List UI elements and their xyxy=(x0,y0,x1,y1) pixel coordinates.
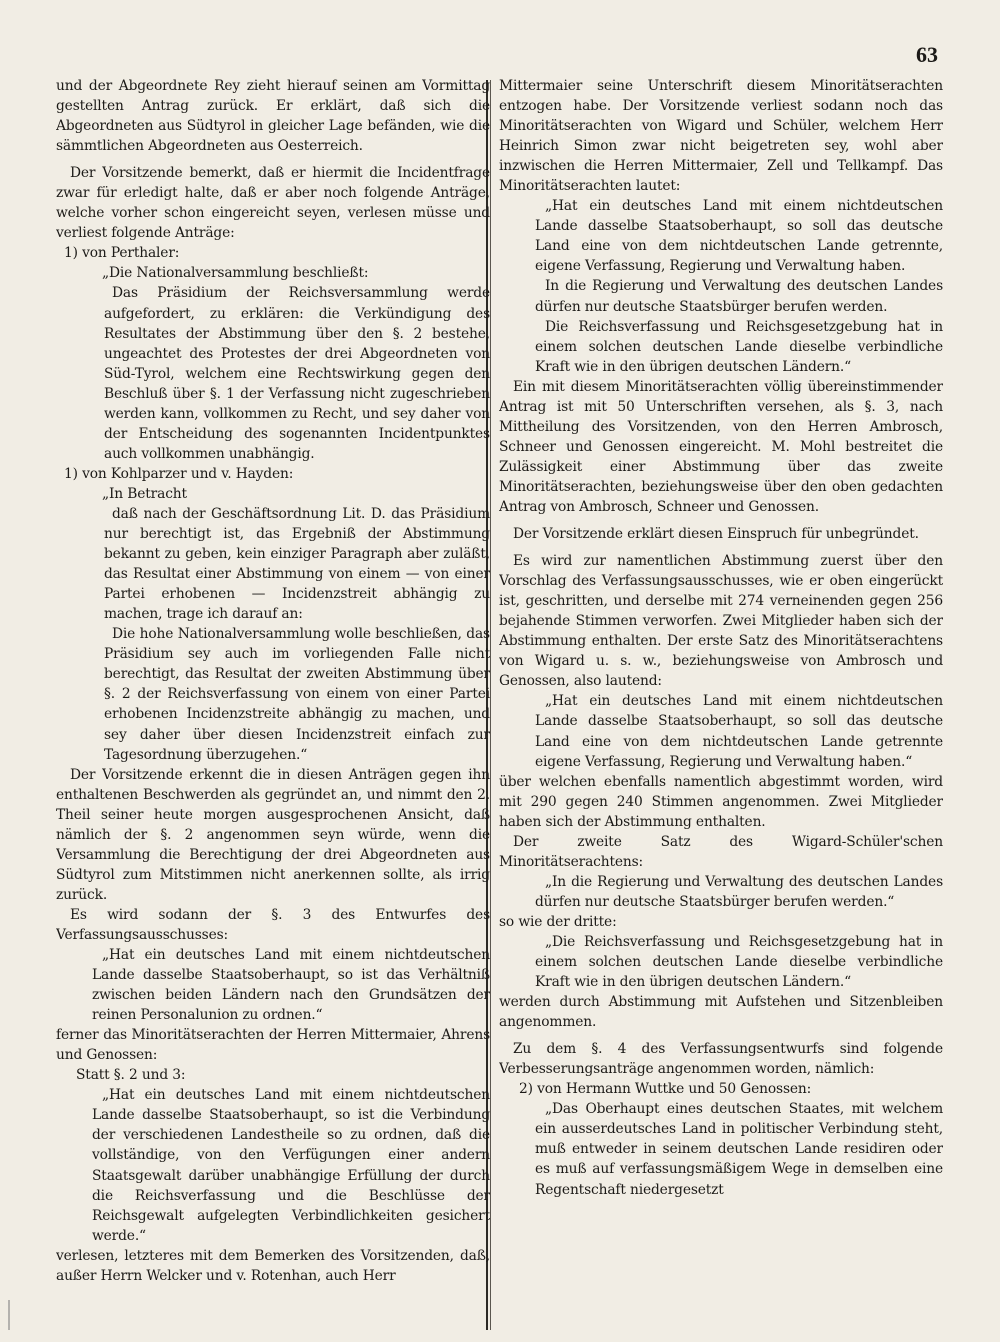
paragraph: Der Vorsitzende bemerkt, daß er hiermit die Incidentfrage zwar für erledigt halte, daß er aber noch folgende Anträge, welche vorher schon eingereicht seyen, verlesen müsse und verliest folgende Anträge: xyxy=(56,165,490,242)
paragraph: über welchen ebenfalls namentlich abgestimmt worden, wird mit 290 gegen 240 Stimmen angenommen. Zwei Mitglieder haben sich der Abstimmung enthalten. xyxy=(499,773,943,830)
paragraph: so wie der dritte: xyxy=(499,913,617,930)
paragraph: verlesen, letzteres mit dem Bemerken des Vorsitzenden, daß, außer Herrn Welcker und v. Rotenhan, auch Herr xyxy=(56,1247,490,1284)
quote: In die Regierung und Verwaltung des deutschen Landes dürfen nur deutsche Staatsbürger berufen werden. xyxy=(535,278,943,315)
paragraph: Zu dem §. 4 des Verfassungsentwurfs sind folgende Verbesserungsanträge angenommen worden, nämlich: xyxy=(499,1041,943,1078)
paragraph: 1) von Perthaler: xyxy=(64,245,180,262)
column-divider-inner xyxy=(490,80,491,1330)
paragraph: Statt §. 2 und 3: xyxy=(76,1067,186,1084)
left-column xyxy=(56,76,490,1328)
margin-mark xyxy=(8,1300,16,1330)
paragraph: Der zweite Satz des Wigard-Schüler'schen Minoritätserachtens: xyxy=(499,833,943,870)
quote: „In Betracht xyxy=(102,485,187,502)
paragraph: Mittermaier seine Unterschrift diesem Minoritätserachten entzogen habe. Der Vorsitzende verliest sodann noch das Minoritätserachten von Wigard und Schüler, welchem Herr Heinrich Simon zwar nicht beigetreten sey, wohl aber inzwischen die Herren Mittermaier, Zell und Tellkampf. Das Minoritätserachten lautet: xyxy=(499,78,943,195)
paragraph: Es wird zur namentlichen Abstimmung zuerst über den Vorschlag des Verfassungsausschusses, wie er oben eingerückt ist, geschritten, und derselbe mit 274 verneinenden gegen 256 bejahende Stimmen verworfen. Zwei Mitglieder haben sich der Abstimmung enthalten. Der erste Satz des Minoritätserachtens von Wigard u. s. w., beziehungsweise von Ambrosch und Genossen, also lautend: xyxy=(499,553,943,690)
quote: Die Reichsverfassung und Reichsgesetzgebung hat in einem solchen deutschen Lande dieselbe verbindliche Kraft wie in den übrigen deutschen Ländern.“ xyxy=(535,318,943,375)
paragraph: werden durch Abstimmung mit Aufstehen und Sitzenbleiben angenommen. xyxy=(499,994,943,1031)
paragraph: ferner das Minoritätserachten der Herren Mittermaier, Ahrens und Genossen: xyxy=(56,1027,490,1064)
quote: „Das Oberhaupt eines deutschen Staates, mit welchem ein ausserdeutsches Land in politischer Verbindung steht, muß entweder in seinem deutschen Lande residiren oder es muß auf verfassungsmäßigem Wege in demselben eine Regentschaft niedergesetzt xyxy=(535,1101,943,1198)
paragraph: 2) von Hermann Wuttke und 50 Genossen: xyxy=(519,1081,812,1098)
paragraph: und der Abgeordnete Rey zieht hierauf seinen am Vormittag gestellten Antrag zurück. Er erklärt, daß sich die Abgeordneten aus Südtyrol in gleicher Lage befänden, wie die sämmtlichen Abgeordneten aus Oesterreich. xyxy=(56,78,490,155)
paragraph: 1) von Kohlparzer und v. Hayden: xyxy=(64,465,294,482)
quote: Das Präsidium der Reichsversammlung werde aufgefordert, zu erklären: die Verkündigung des Resultates der Abstimmung über den §. 2 bestehe, ungeachtet des Protestes der drei Abgeordneten von Süd-Tyrol, welchem eine Rechtswirkung gegen den Beschluß über §. 1 der Verfassung nicht zugeschrieben werden kann, vollkommen zu Recht, und sey daher von der Entscheidung des sogenannten Incidentpunktes auch vollkommen unabhängig. xyxy=(104,285,490,462)
paragraph: Der Vorsitzende erklärt diesen Einspruch für unbegründet. xyxy=(513,526,919,543)
quote: „Die Reichsverfassung und Reichsgesetzgebung hat in einem solchen deutschen Lande dieselbe verbindliche Kraft wie in den übrigen deutschen Ländern.“ xyxy=(535,933,943,991)
quote: Die hohe Nationalversammlung wolle beschließen, das Präsidium sey auch im vorliegenden Falle nicht berechtigt, das Resultat der zweiten Abstimmung über §. 2 der Reichsverfassung von einem von einer Partei erhobenen Incidenzstreite abhängig zu machen, und sey daher über diesen Incidenzstreit einfach zur Tagesordnung überzugehen.“ xyxy=(104,626,490,763)
quote: „Die Nationalversammlung beschließt: xyxy=(102,265,369,282)
quote: „Hat ein deutsches Land mit einem nichtdeutschen Lande dasselbe Staatsoberhaupt, so ist die Verbindung der verschiedenen Landestheile so zu ordnen, daß die vollständige, von den Verfügungen einer andern Staatsgewalt darüber unabhängige Erfüllung der durch die Reichsverfassung und die Beschlüsse der Reichsgewalt aufgelegten Verbindlichkeiten gesichert werde.“ xyxy=(92,1087,490,1244)
quote: „Hat ein deutsches Land mit einem nichtdeutschen Lande dasselbe Staatsoberhaupt, so soll das deutsche Land eine von dem nichtdeutschen Lande getrennte eigene Verfassung, Regierung und Verwaltung haben.“ xyxy=(535,693,943,770)
quote: „Hat ein deutsches Land mit einem nichtdeutschen Lande dasselbe Staatsoberhaupt, so ist das Verhältniß zwischen beiden Ländern nach den Grundsätzen der reinen Personalunion zu ordnen.“ xyxy=(92,947,490,1024)
paragraph: Es wird sodann der §. 3 des Entwurfes des Verfassungsausschusses: xyxy=(56,906,490,943)
page-number: 63 xyxy=(916,42,938,67)
quote: „Hat ein deutsches Land mit einem nichtdeutschen Lande dasselbe Staatsoberhaupt, so soll das deutsche Land eine von dem nichtdeutschen Lande getrennte, eigene Verfassung, Regierung und Verwaltung haben. xyxy=(535,198,943,275)
quote: „In die Regierung und Verwaltung des deutschen Landes dürfen nur deutsche Staatsbürger berufen werden.“ xyxy=(535,873,943,910)
right-column xyxy=(499,76,943,1328)
quote: daß nach der Geschäftsordnung Lit. D. das Präsidium nur berechtigt ist, das Ergebniß der Abstimmung bekannt zu geben, kein einziger Paragraph aber zuläßt, das Resultat einer Abstimmung von einem — von einer Partei erhobenen — Incidenzstreit abhängig zu machen, trage ich darauf an: xyxy=(104,505,490,623)
paragraph: Der Vorsitzende erkennt die in diesen Anträgen gegen ihn enthaltenen Beschwerden als gegründet an, und nimmt den 2. Theil seiner heute morgen ausgesprochenen Ansicht, daß nämlich der §. 2 angenommen seyn würde, wenn die Versammlung die Berechtigung der drei Abgeordneten aus Südtyrol zum Mitstimmen nicht anerkennen sollte, als irrig zurück. xyxy=(56,766,490,903)
paragraph: Ein mit diesem Minoritätserachten völlig übereinstimmender Antrag ist mit 50 Unterschriften versehen, als §. 3, nach Mittheilung des Vorsitzenden, von den Herren Ambrosch, Schneer und Genossen eingereicht. M. Mohl bestreitet die Zulässigkeit einer Abstimmung über das zweite Minoritätserachten, beziehungsweise über den oben gedachten Antrag von Ambrosch, Schneer und Genossen. xyxy=(499,378,943,515)
